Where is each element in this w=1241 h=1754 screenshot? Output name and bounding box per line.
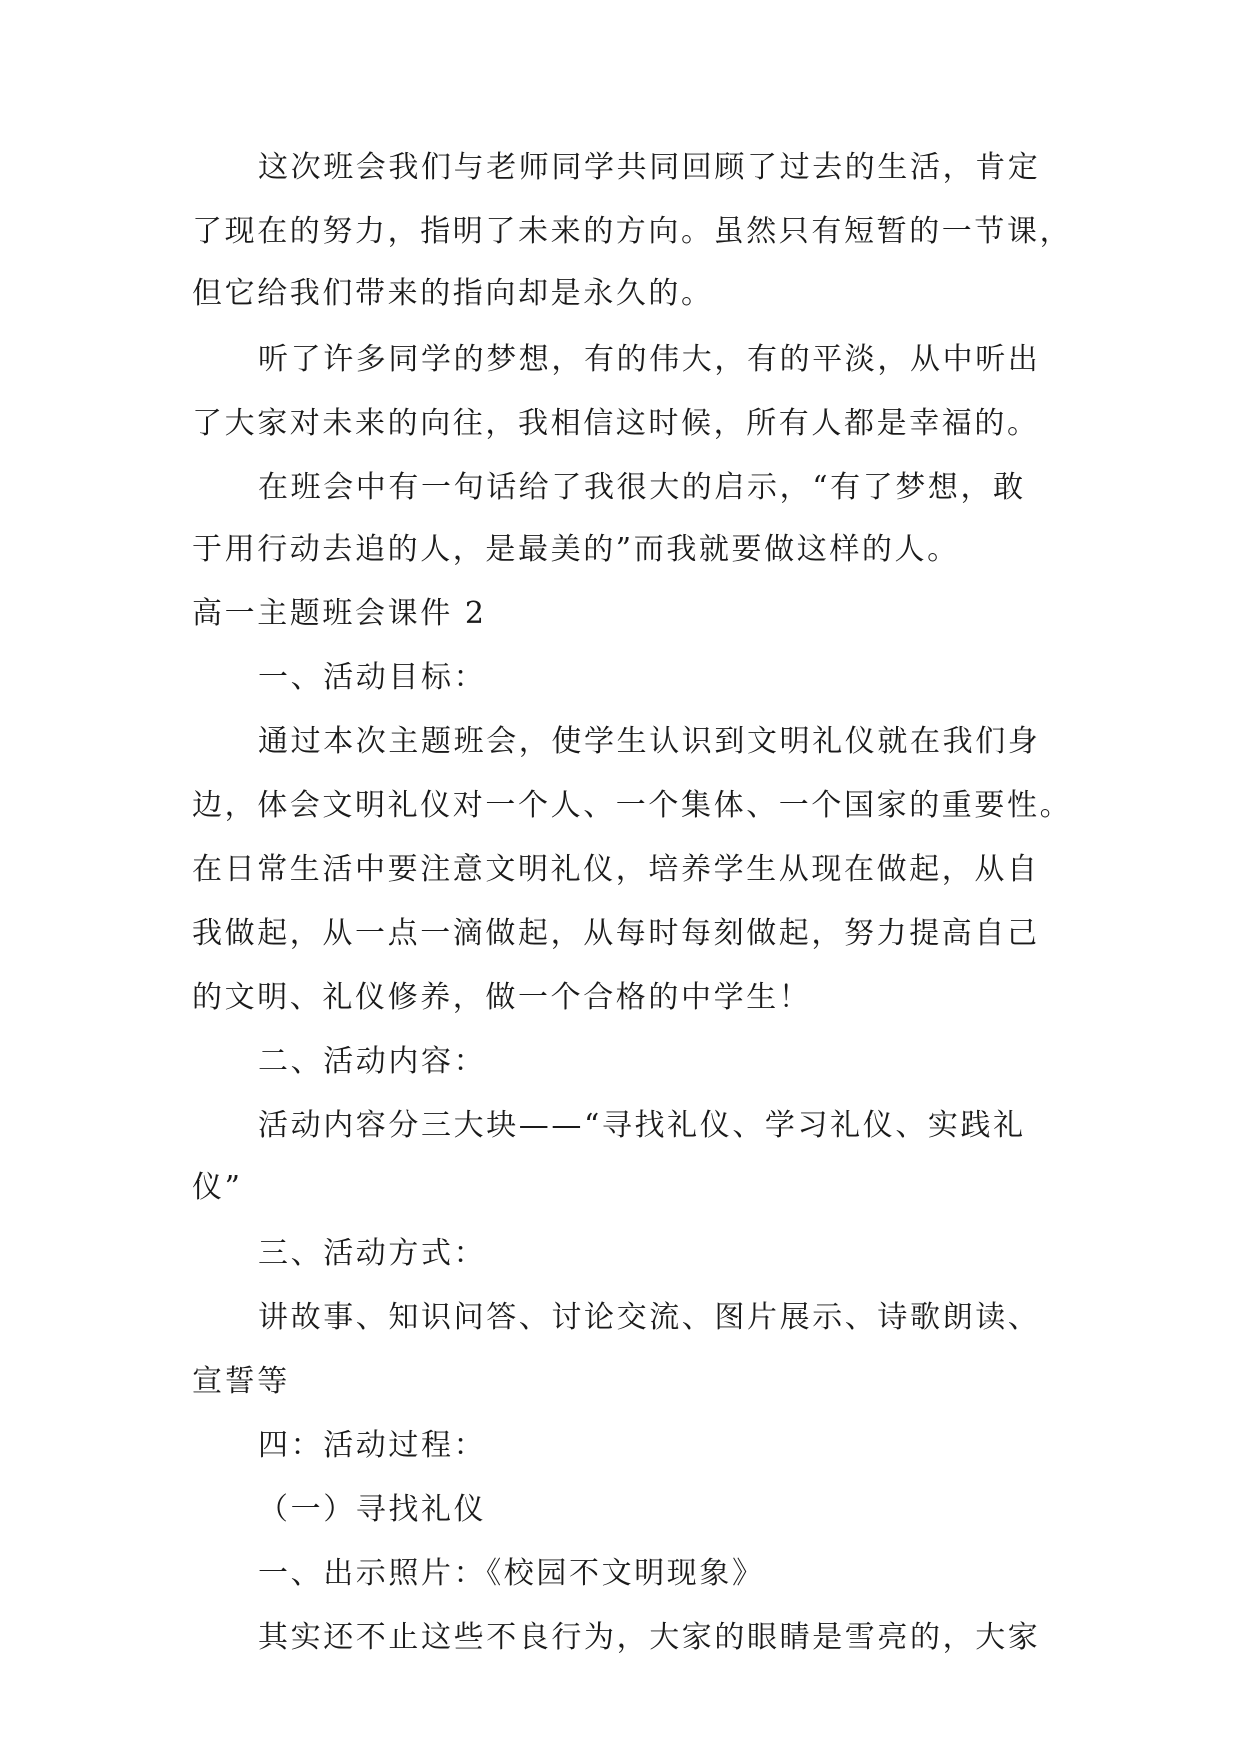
paragraph-line: 仪”: [192, 1170, 243, 1205]
paragraph-line: 宣誓等: [192, 1364, 290, 1399]
paragraph-line: 但它给我们带来的指向却是永久的。: [192, 276, 714, 311]
document-title: 高一主题班会课件 2: [192, 596, 487, 631]
section-heading: 四：活动过程：: [258, 1428, 487, 1463]
paragraph-line: 了现在的努力，指明了未来的方向。虽然只有短暂的一节课，: [192, 214, 1073, 249]
section-heading: 二、活动内容：: [258, 1044, 487, 1079]
paragraph-line: 在班会中有一句话给了我很大的启示，“有了梦想，敢: [258, 470, 1026, 505]
paragraph-line: 了大家对未来的向往，我相信这时候，所有人都是幸福的。: [192, 406, 1040, 441]
paragraph-line: 听了许多同学的梦想，有的伟大，有的平淡，从中听出: [258, 342, 1041, 377]
paragraph-line: 通过本次主题班会，使学生认识到文明礼仪就在我们身: [258, 724, 1041, 759]
section-heading: 三、活动方式：: [258, 1236, 487, 1271]
paragraph-line: 一、出示照片：《校园不文明现象》: [258, 1556, 765, 1591]
paragraph-line: 的文明、礼仪修养，做一个合格的中学生！: [192, 980, 812, 1015]
paragraph-line: 其实还不止这些不良行为，大家的眼睛是雪亮的，大家: [258, 1620, 1041, 1655]
section-heading: 一、活动目标：: [258, 660, 487, 695]
subsection-heading: （一）寻找礼仪: [258, 1492, 487, 1527]
paragraph-line: 在日常生活中要注意文明礼仪，培养学生从现在做起，从自: [192, 852, 1040, 887]
paragraph-line: 我做起，从一点一滴做起，从每时每刻做起，努力提高自己: [192, 916, 1040, 951]
paragraph-line: 活动内容分三大块——“寻找礼仪、学习礼仪、实践礼: [258, 1108, 1026, 1143]
paragraph-line: 边，体会文明礼仪对一个人、一个集体、一个国家的重要性。: [192, 788, 1073, 823]
paragraph-line: 讲故事、知识问答、讨论交流、图片展示、诗歌朗读、: [258, 1300, 1041, 1335]
paragraph-line: 这次班会我们与老师同学共同回顾了过去的生活，肯定: [258, 150, 1041, 185]
paragraph-line: 于用行动去追的人，是最美的”而我就要做这样的人。: [192, 532, 960, 567]
